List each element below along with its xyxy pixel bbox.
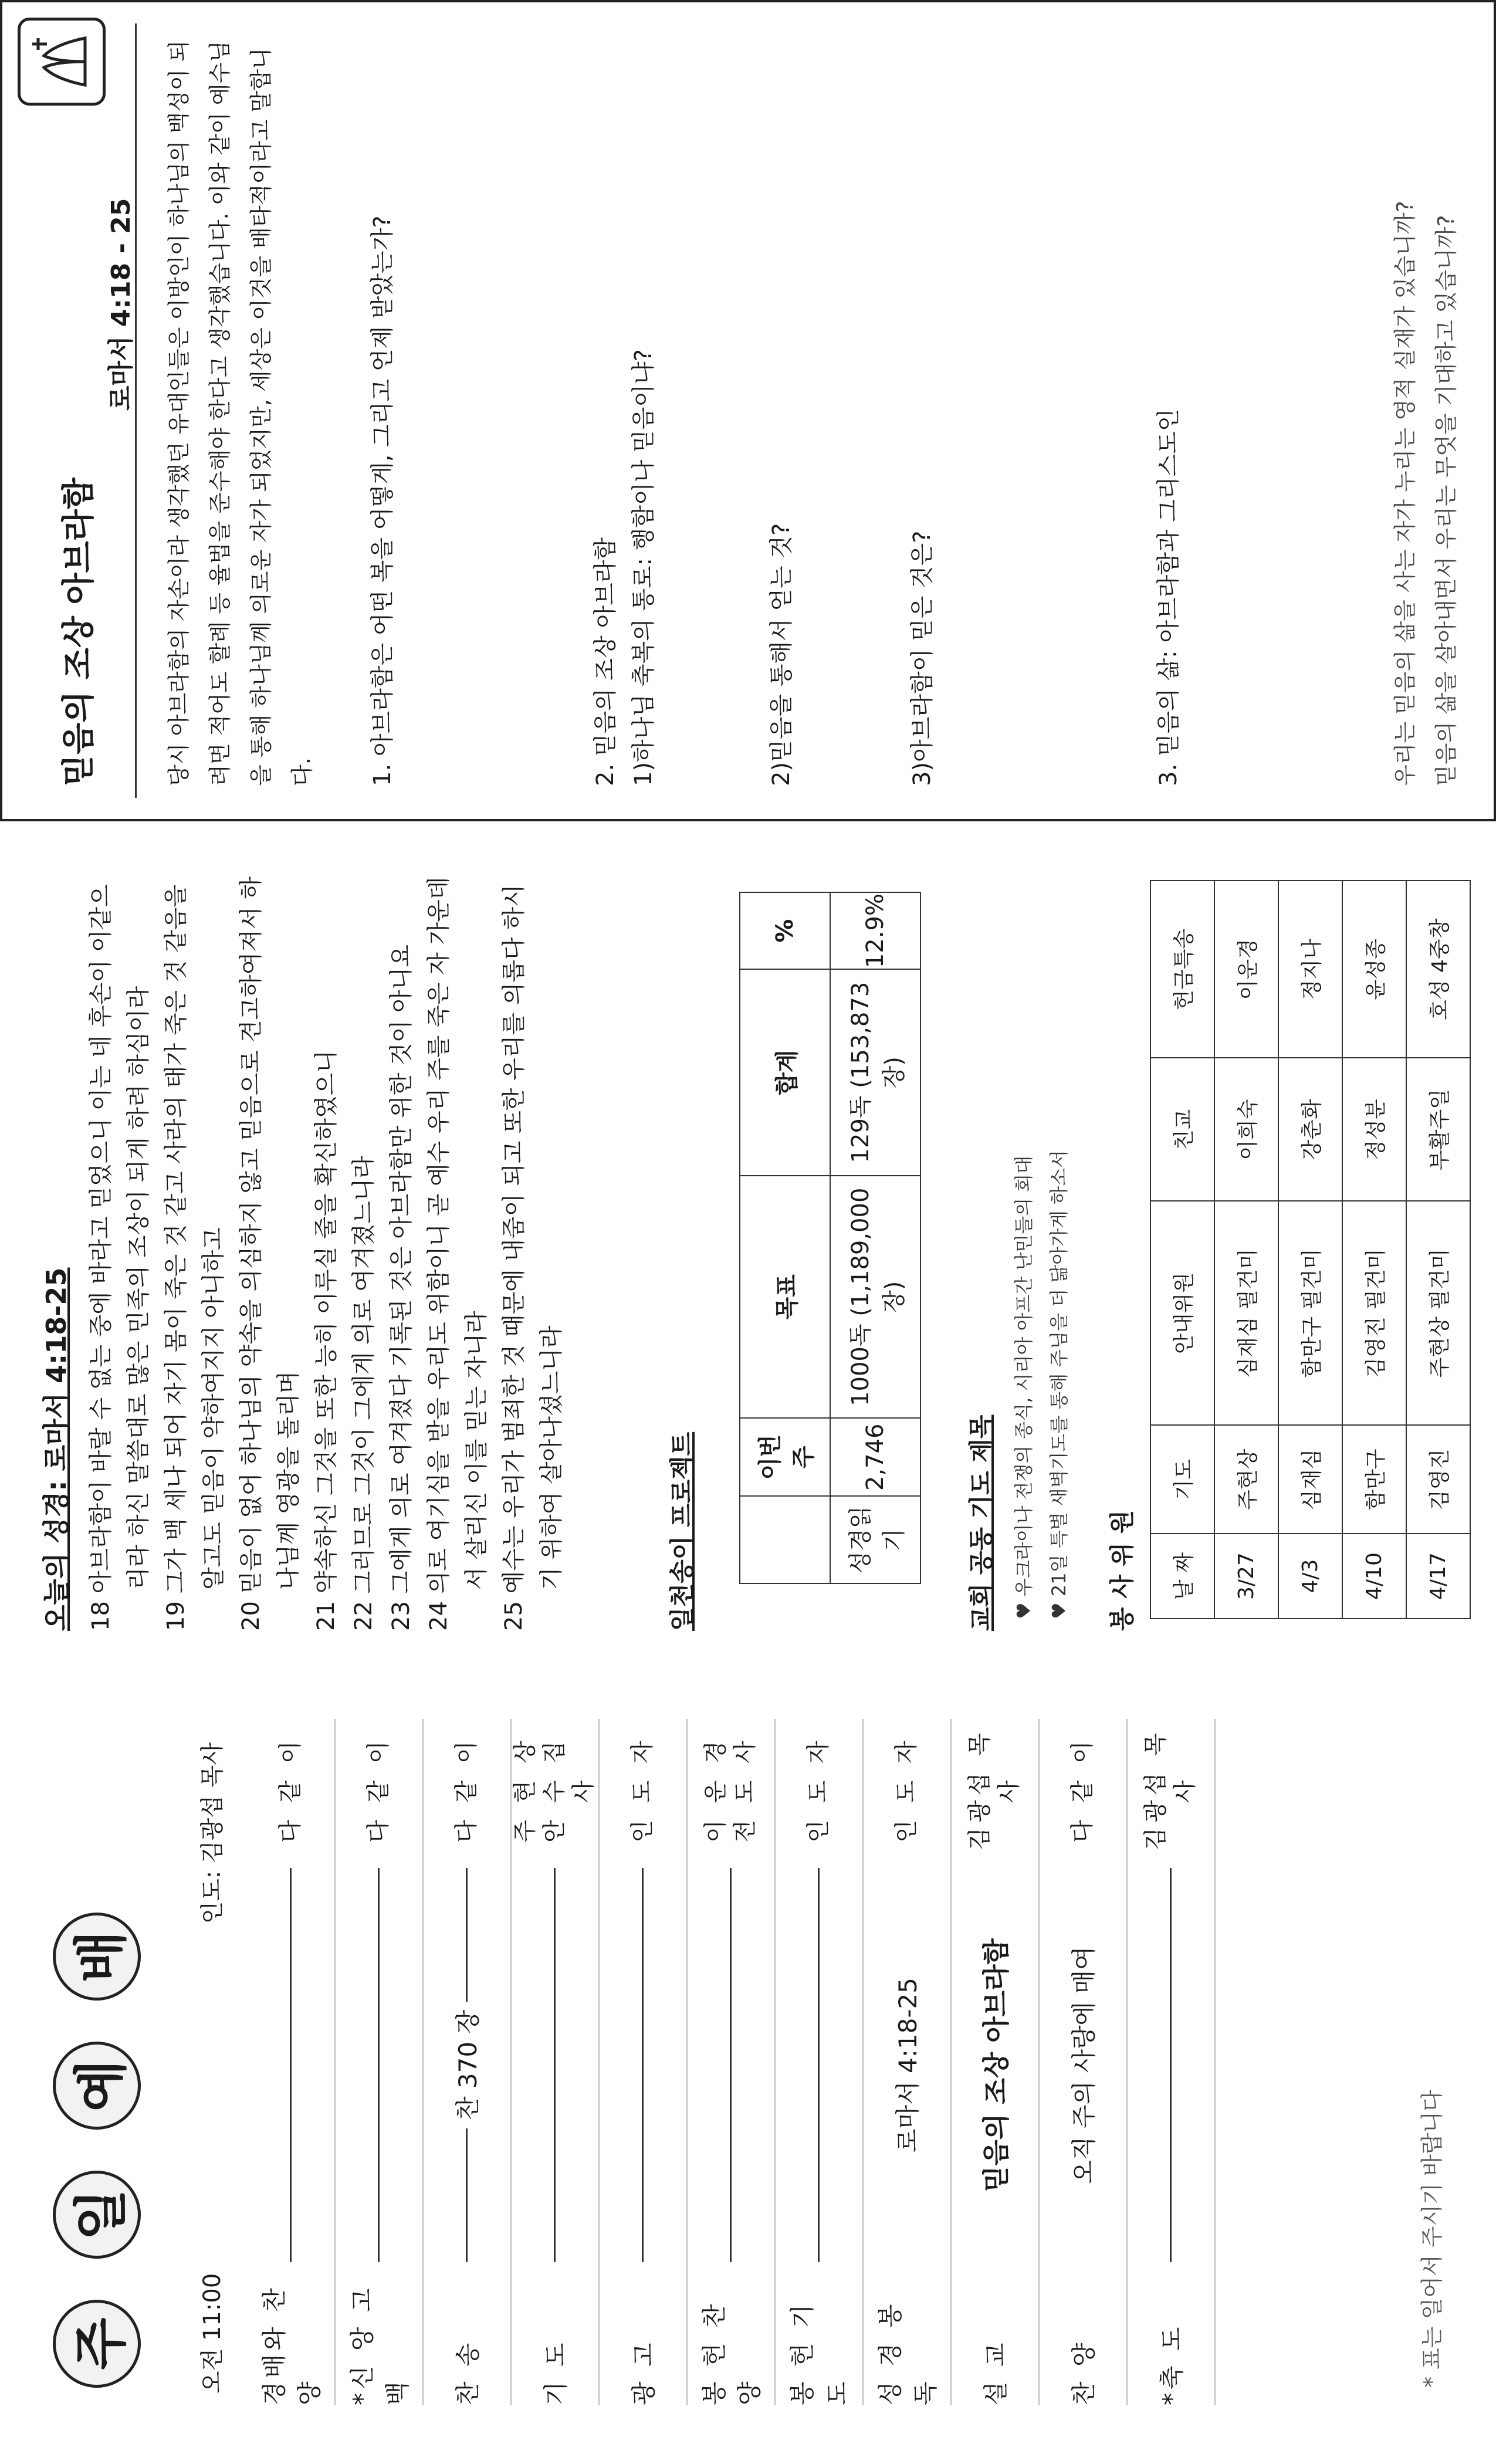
order-row (510, 1719, 600, 2405)
standing-note: * 표는 일어서 주시기 바랍니다 (1419, 2090, 1445, 2388)
prayer-heading: 교회 공동 기도 제목 (967, 1414, 996, 1631)
scripture-reference: 로마서 4:18-25 (893, 1978, 922, 2152)
order-row (334, 1719, 424, 2405)
order-who: 다 같 이 (1069, 1736, 1096, 1843)
scripture-heading: 오늘의 성경: 로마서 4:18-25 (40, 1267, 72, 1631)
order-row (598, 1719, 688, 2405)
table-cell: 김영진 (1406, 1425, 1470, 1534)
order-row (950, 1719, 1040, 2405)
order-middle (642, 1860, 644, 2270)
order-label: 봉 헌 찬 양 (700, 2300, 764, 2405)
order-who: 다 같 이 (365, 1736, 392, 1843)
order-who: 주 현 상 안 수 집 사 (512, 1736, 597, 1843)
table-header: % (740, 892, 830, 969)
verse-list (82, 874, 570, 1631)
question-1: 1. 아브라함은 어떤 복을 어떻게, 그리고 언제 받았는가? (369, 215, 396, 786)
study-footer (1385, 201, 1467, 786)
verse: 24 의로 여기심을 받을 우리도 위함이니 곧 예수 우리 주를 죽은 자 가운데서 살리신 이를 믿는 자니라 (425, 876, 490, 1631)
title-char: 주 (53, 2300, 141, 2388)
order-who: 김광섭 목사 (1142, 1728, 1199, 1850)
table-cell: 4/3 (1278, 1534, 1342, 1619)
order-middle (290, 1860, 292, 2270)
table-header-row (1150, 881, 1214, 1619)
order-label: 찬 송 (453, 2339, 482, 2405)
table-cell: 성경읽기 (830, 1496, 920, 1583)
table-header: 헌금특송 (1150, 881, 1214, 1058)
table-row (1278, 881, 1342, 1619)
table-cell: 정성분 (1342, 1058, 1406, 1201)
order-label: 봉 헌 기 도 (788, 2300, 852, 2405)
table-header: 이번 주 (740, 1418, 830, 1496)
service-time: 오전 11:00 (199, 2273, 226, 2394)
table-cell: 이희숙 (1214, 1058, 1278, 1201)
worship-title (53, 1913, 141, 2388)
order-middle (730, 1860, 732, 2270)
footer-line: 믿음의 삶을 살아내면서 우리는 무엇을 기대하고 있습니까? (1433, 215, 1459, 786)
order-row (422, 1719, 512, 2405)
order-label: 경배와 찬양 (260, 2284, 324, 2405)
table-cell: 정지나 (1278, 881, 1342, 1058)
order-who: 인 도 자 (805, 1736, 832, 1843)
title-char: 예 (53, 2042, 141, 2130)
sermon-title: 믿음의 조상 아브라함 (980, 1938, 1012, 2192)
table-header-row (740, 892, 830, 1583)
question-3: 3. 믿음의 삶: 아브라함과 그리스도인 (1155, 408, 1182, 786)
order-label: *축 도 (1157, 2323, 1186, 2405)
table-cell: 함만구 필건미 (1278, 1201, 1342, 1425)
table-cell: 심재심 (1278, 1425, 1342, 1534)
praying-hands-icon (18, 18, 106, 106)
project-table (739, 892, 921, 1584)
table-cell: 129독 (153,873장) (830, 969, 920, 1176)
title-char: 일 (53, 2171, 141, 2259)
question-2c: 3)아브라함이 믿은 것은? (909, 530, 936, 786)
question-2b: 2)믿음을 통해서 얻는 것? (768, 523, 795, 786)
worship-order-panel (0, 1684, 1496, 2464)
order-label: 광 고 (629, 2339, 658, 2405)
table-header: 기도 (1150, 1425, 1214, 1534)
verse: 18 아브라함이 바랄 수 없는 중에 바라고 믿었으니 이는 네 후손이 이같으리라 하신 말씀대로 많은 민족의 조상이 되게 하려 하심이라 (87, 884, 152, 1631)
praise-song: 오직 주의 사랑에 매여 (1069, 1946, 1098, 2184)
table-header (740, 1496, 830, 1583)
table-header: 친교 (1150, 1058, 1214, 1201)
table-cell: 4/10 (1342, 1534, 1406, 1619)
verse: 22 그러므로 그것이 그에게 의로 여겨졌느니라 (350, 1156, 377, 1631)
table-cell: 3/27 (1214, 1534, 1278, 1619)
verse: 25 예수는 우리가 범죄한 것 때문에 내줌이 되고 또한 우리를 의롭다 하시기 위하여 살아나셨느니라 (500, 884, 565, 1631)
order-middle (554, 1860, 556, 2270)
table-cell: 심재심 필건미 (1214, 1201, 1278, 1425)
order-who: 인 도 자 (629, 1736, 656, 1843)
order-who: 다 같 이 (277, 1736, 304, 1843)
table-cell: 주현상 (1214, 1425, 1278, 1534)
question-2: 2. 믿음의 조상 아브라함 (592, 537, 619, 786)
project-heading: 일천송이 프로젝트 (668, 1431, 696, 1631)
verse: 19 그가 백 세나 되어 자기 몸이 죽은 것 같고 사라의 태가 죽은 것 같음을 알고도 믿음이 약하여지지 아니하고 (163, 884, 227, 1631)
order-label: 성 경 봉 독 (876, 2300, 940, 2405)
table-cell: 2,746 (830, 1418, 920, 1496)
prayer-item: ♥ 21일 특별 새벽기도를 통해 주님을 더 닮아가게 하소서 (1048, 1150, 1070, 1619)
table-header: 안내위원 (1150, 1201, 1214, 1425)
table-cell: 윤성종 (1342, 881, 1406, 1058)
prayer-text: 21일 특별 새벽기도를 통해 주님을 더 닮아가게 하소서 (1048, 1150, 1070, 1597)
bible-study-panel (0, 0, 1496, 821)
verse: 23 그에게 의로 여겨졌다 기록된 것은 아브라함만 위한 것이 아니요 (388, 945, 415, 1631)
servers-table (1150, 880, 1471, 1619)
table-cell: 호성 4중창 (1406, 881, 1470, 1058)
order-label: 기 도 (541, 2339, 570, 2405)
table-cell: 주현상 필건미 (1406, 1201, 1470, 1425)
table-cell: 1000독 (1,189,000장) (830, 1176, 920, 1418)
hymn-number: 찬 370 장 (453, 2009, 482, 2120)
order-middle (378, 1860, 380, 2270)
order-middle (449, 1860, 484, 2270)
divider (135, 23, 137, 798)
table-cell: 4/17 (1406, 1534, 1470, 1619)
order-who: 인 도 자 (893, 1736, 920, 1843)
table-cell: 김영진 필건미 (1342, 1201, 1406, 1425)
table-cell: 12.9% (830, 892, 920, 969)
order-row (1126, 1719, 1216, 2405)
order-row (862, 1719, 952, 2405)
order-who: 다 같 이 (453, 1736, 480, 1843)
order-middle (1170, 1860, 1172, 2270)
prayer-item: ♥ 우크라이나 전쟁의 종식, 시리아 아프간 난민들의 회대 (1013, 1155, 1035, 1619)
prayer-text: 우크라이나 전쟁의 종식, 시리아 아프간 난민들의 회대 (1013, 1155, 1035, 1597)
table-row (1342, 881, 1406, 1619)
question-2a: 1)하나님 축복의 통로: 행함이나 믿음이냐? (630, 349, 657, 786)
footer-line: 우리는 믿음의 삶을 사는 자가 누리는 영적 실재가 있습니까? (1392, 201, 1418, 786)
study-intro: 당시 아브라함의 자손이라 생각했던 유대인들은 이방인이 하나님의 백성이 되려면 적어도 할례 등 율법을 준수해야 한다고 생각했습니다. 이와 같이 예수님을 통해 하나님께 의로운 자가 되었지만, 세상은 이것을 배타적이라고 말합니다. (166, 40, 315, 786)
order-who: 김광섭 목사 (966, 1728, 1023, 1850)
title-char: 배 (53, 1913, 141, 2001)
order-row (774, 1719, 864, 2405)
table-header: 날 짜 (1150, 1534, 1214, 1619)
servers-heading: 봉 사 위 원 (1108, 1509, 1136, 1631)
order-row (686, 1719, 776, 2405)
order-row (246, 1719, 336, 2405)
study-reference: 로마서 4:18 - 25 (106, 198, 136, 411)
table-row (1214, 881, 1278, 1619)
table-cell: 함만구 (1342, 1425, 1406, 1534)
study-title: 믿음의 조상 아브라함 (60, 478, 98, 786)
table-row (830, 892, 920, 1583)
order-who: 이 운 경 전 도 사 (702, 1736, 759, 1843)
order-label: 설 교 (981, 2339, 1010, 2405)
table-cell: 이운경 (1214, 881, 1278, 1058)
service-leader: 인도: 김광섭 목사 (199, 1742, 226, 1924)
table-row (1406, 881, 1470, 1619)
table-cell: 부활주일 (1406, 1058, 1470, 1201)
order-middle (818, 1860, 820, 2270)
table-header: 목표 (740, 1176, 830, 1418)
table-cell: 강춘화 (1278, 1058, 1342, 1201)
scripture-panel (0, 862, 1496, 1643)
order-label: 찬 양 (1069, 2339, 1098, 2405)
verse: 20 믿음이 없어 하나님의 약속을 의심하지 않고 믿음으로 견고하여져서 하나님께 영광을 돌리며 (238, 876, 302, 1631)
verse: 21 약속하신 그것을 또한 능히 이루실 줄을 확신하였으니 (313, 1050, 340, 1631)
table-header: 합계 (740, 969, 830, 1176)
order-label: *신 앙 고 백 (348, 2284, 412, 2405)
order-row (1038, 1719, 1128, 2405)
